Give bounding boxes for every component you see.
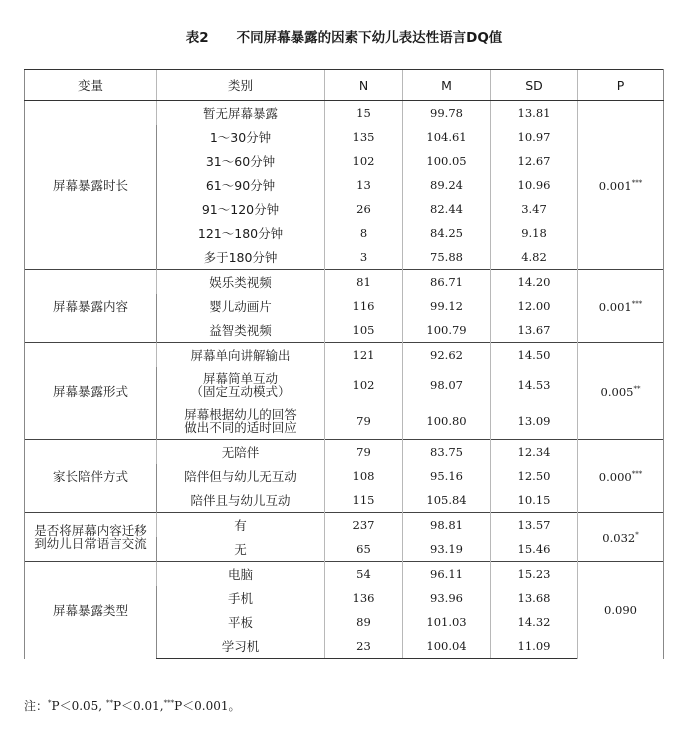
- sd-cell: 15.23: [491, 562, 578, 587]
- sd-cell: 14.53: [491, 367, 578, 403]
- m-cell: 105.84: [403, 488, 491, 513]
- category-cell: 无陪伴: [157, 440, 325, 465]
- footnote-text: P＜0.01,: [112, 699, 164, 713]
- n-cell: 15: [325, 101, 403, 126]
- m-cell: 98.81: [403, 513, 491, 538]
- table-row: [25, 440, 664, 465]
- footnote-stars: *: [48, 699, 52, 707]
- category-cell: 陪伴且与幼儿互动: [157, 488, 325, 513]
- footnote: [24, 697, 241, 714]
- m-cell: 100.80: [403, 403, 491, 440]
- significance-stars: *: [635, 531, 639, 539]
- header-sd: SD: [491, 70, 578, 101]
- sd-cell: 12.34: [491, 440, 578, 465]
- m-cell: 100.79: [403, 318, 491, 343]
- table-row: [25, 270, 664, 295]
- header-variable: 变量: [25, 70, 157, 101]
- table-number: 表2: [185, 30, 209, 46]
- significance-stars: **: [633, 385, 641, 393]
- m-cell: 100.05: [403, 149, 491, 173]
- sd-cell: 15.46: [491, 537, 578, 562]
- n-cell: 121: [325, 343, 403, 368]
- sd-cell: 13.09: [491, 403, 578, 440]
- header-p: P: [578, 70, 664, 101]
- category-cell: 陪伴但与幼儿无互动: [157, 464, 325, 488]
- sd-cell: 14.20: [491, 270, 578, 295]
- category-cell: [157, 403, 325, 440]
- m-cell: 89.24: [403, 173, 491, 197]
- table-row: [25, 343, 664, 368]
- footnote-stars: **: [105, 699, 113, 707]
- table-row: [25, 101, 664, 126]
- sd-cell: 11.09: [491, 634, 578, 659]
- sd-cell: 10.96: [491, 173, 578, 197]
- footnote-text: P＜0.001。: [174, 699, 241, 713]
- sd-cell: 4.82: [491, 245, 578, 270]
- p-value-cell: [578, 343, 664, 440]
- header-category: 类别: [157, 70, 325, 101]
- n-cell: 79: [325, 440, 403, 465]
- m-cell: 101.03: [403, 610, 491, 634]
- sd-cell: 14.32: [491, 610, 578, 634]
- sd-cell: 12.50: [491, 464, 578, 488]
- p-value-cell: [578, 513, 664, 562]
- m-cell: 92.62: [403, 343, 491, 368]
- category-cell: 益智类视频: [157, 318, 325, 343]
- table-caption: 不同屏幕暴露的因素下幼儿表达性语言DQ值: [236, 30, 503, 46]
- p-value-cell: [578, 270, 664, 343]
- sd-cell: 13.68: [491, 586, 578, 610]
- table-body: [25, 101, 664, 659]
- sd-cell: 12.67: [491, 149, 578, 173]
- sd-cell: 13.81: [491, 101, 578, 126]
- category-cell: 学习机: [157, 634, 325, 659]
- n-cell: 26: [325, 197, 403, 221]
- sd-cell: 13.57: [491, 513, 578, 538]
- n-cell: 3: [325, 245, 403, 270]
- m-cell: 104.61: [403, 125, 491, 149]
- sd-cell: 9.18: [491, 221, 578, 245]
- category-line: 做出不同的适时回应: [184, 420, 297, 435]
- m-cell: 99.78: [403, 101, 491, 126]
- m-cell: 100.04: [403, 634, 491, 659]
- category-cell: 1～30分钟: [157, 125, 325, 149]
- m-cell: 93.19: [403, 537, 491, 562]
- sd-cell: 13.67: [491, 318, 578, 343]
- m-cell: 84.25: [403, 221, 491, 245]
- category-cell: 屏幕单向讲解输出: [157, 343, 325, 368]
- category-cell: 平板: [157, 610, 325, 634]
- category-cell: 61～90分钟: [157, 173, 325, 197]
- header-row: [25, 70, 664, 101]
- footnote-prefix: 注：: [24, 699, 49, 713]
- n-cell: 116: [325, 294, 403, 318]
- p-value: 0.001: [598, 179, 632, 193]
- n-cell: 65: [325, 537, 403, 562]
- variable-cell: 屏幕暴露时长: [25, 101, 157, 270]
- category-cell: 电脑: [157, 562, 325, 587]
- m-cell: 82.44: [403, 197, 491, 221]
- footnote-text: P＜0.05,: [51, 699, 106, 713]
- category-cell: 121～180分钟: [157, 221, 325, 245]
- n-cell: 237: [325, 513, 403, 538]
- p-value: 0.090: [604, 602, 637, 617]
- variable-cell: 屏幕暴露形式: [25, 343, 157, 440]
- n-cell: 135: [325, 125, 403, 149]
- category-cell: 娱乐类视频: [157, 270, 325, 295]
- category-cell: 31～60分钟: [157, 149, 325, 173]
- n-cell: 13: [325, 173, 403, 197]
- sd-cell: 3.47: [491, 197, 578, 221]
- table-row: [25, 513, 664, 538]
- p-value: 0.000: [598, 470, 632, 484]
- m-cell: 83.75: [403, 440, 491, 465]
- category-cell: 91～120分钟: [157, 197, 325, 221]
- category-cell: 无: [157, 537, 325, 562]
- n-cell: 89: [325, 610, 403, 634]
- m-cell: 75.88: [403, 245, 491, 270]
- category-cell: 多于180分钟: [157, 245, 325, 270]
- n-cell: 79: [325, 403, 403, 440]
- p-value: 0.032: [602, 531, 636, 545]
- sd-cell: 12.00: [491, 294, 578, 318]
- n-cell: 81: [325, 270, 403, 295]
- category-cell: 暂无屏幕暴露: [157, 101, 325, 126]
- significance-stars: ***: [631, 470, 643, 478]
- n-cell: 102: [325, 149, 403, 173]
- p-value: 0.001: [598, 300, 632, 314]
- category-line: 屏幕简单互动: [202, 371, 278, 386]
- sd-cell: 14.50: [491, 343, 578, 368]
- category-cell: [157, 367, 325, 403]
- n-cell: 8: [325, 221, 403, 245]
- m-cell: 99.12: [403, 294, 491, 318]
- n-cell: 54: [325, 562, 403, 587]
- m-cell: 93.96: [403, 586, 491, 610]
- category-cell: 手机: [157, 586, 325, 610]
- variable-cell: 家长陪伴方式: [25, 440, 157, 513]
- footnote-stars: ***: [163, 699, 175, 707]
- p-value: 0.005: [600, 385, 634, 399]
- significance-stars: ***: [631, 179, 643, 187]
- header-n: N: [325, 70, 403, 101]
- n-cell: 102: [325, 367, 403, 403]
- n-cell: 115: [325, 488, 403, 513]
- table-title: [0, 26, 688, 46]
- p-value-cell: [578, 440, 664, 513]
- sd-cell: 10.15: [491, 488, 578, 513]
- p-value-cell: [578, 562, 664, 659]
- category-cell: 婴儿动画片: [157, 294, 325, 318]
- category-line: （固定互动模式）: [190, 384, 291, 399]
- sd-cell: 10.97: [491, 125, 578, 149]
- category-line: 屏幕根据幼儿的回答: [184, 407, 297, 422]
- m-cell: 98.07: [403, 367, 491, 403]
- significance-stars: ***: [631, 300, 643, 308]
- m-cell: 96.11: [403, 562, 491, 587]
- n-cell: 108: [325, 464, 403, 488]
- m-cell: 86.71: [403, 270, 491, 295]
- n-cell: 105: [325, 318, 403, 343]
- m-cell: 95.16: [403, 464, 491, 488]
- variable-cell: 屏幕暴露类型: [25, 562, 157, 659]
- p-value-cell: [578, 101, 664, 270]
- table-row: [25, 562, 664, 587]
- n-cell: 136: [325, 586, 403, 610]
- n-cell: 23: [325, 634, 403, 659]
- variable-cell: 是否将屏幕内容迁移到幼儿日常语言交流: [25, 513, 157, 562]
- variable-cell: 屏幕暴露内容: [25, 270, 157, 343]
- category-cell: 有: [157, 513, 325, 538]
- header-m: M: [403, 70, 491, 101]
- dq-table: [24, 69, 664, 659]
